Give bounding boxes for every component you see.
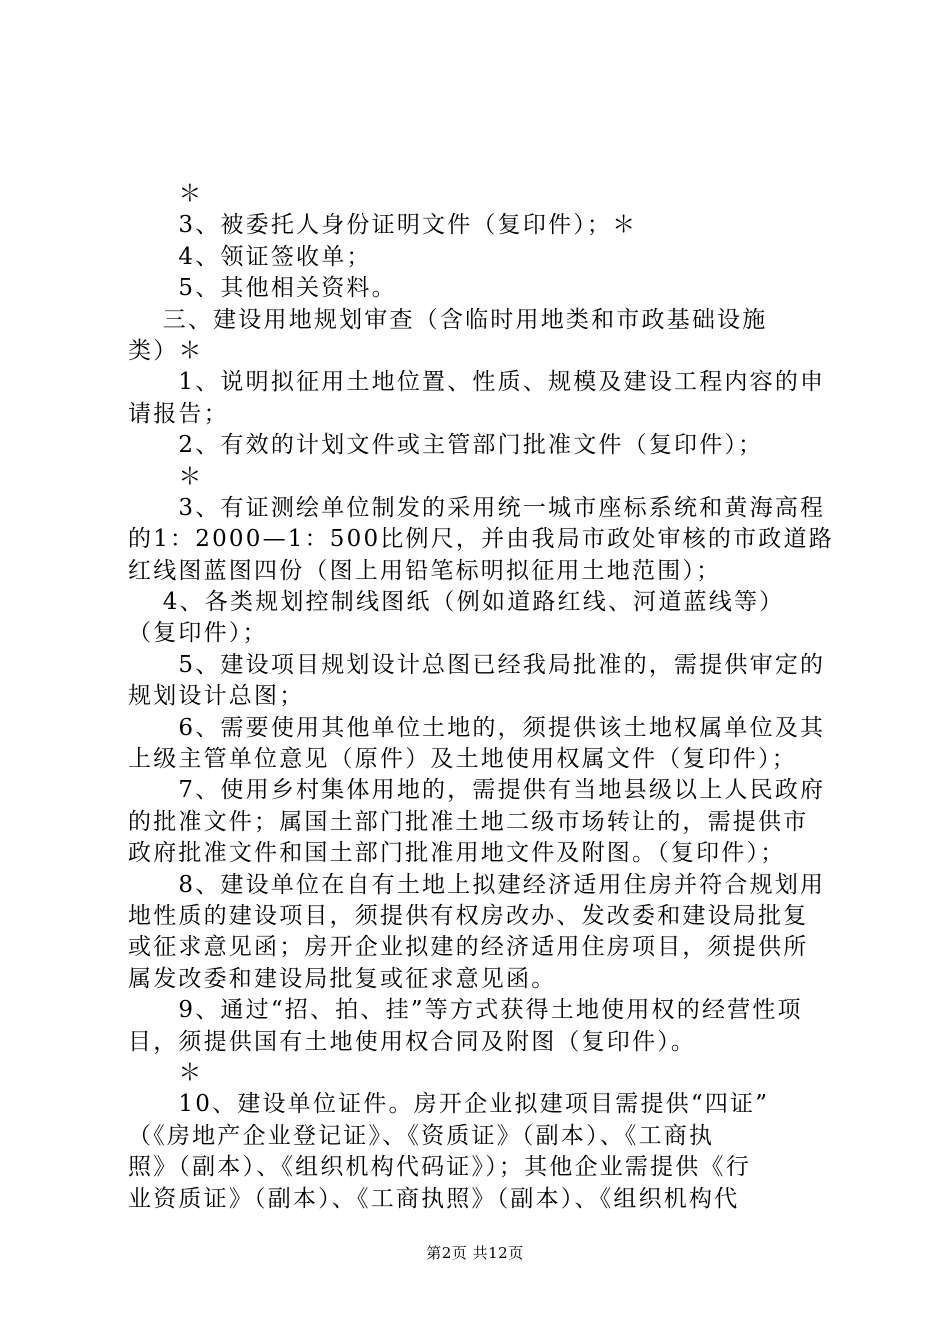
text-line: 7、使用乡村集体用地的，需提供有当地县级以上人民政府 bbox=[128, 777, 826, 804]
text-line: 照》（副本）、《组织机构代码证》）；其他企业需提供《行 bbox=[128, 1154, 751, 1181]
text-line: ＊ bbox=[128, 181, 204, 207]
text-line: 目，须提供国有土地使用权合同及附图（复印件）。 bbox=[128, 1028, 697, 1055]
text-line: 红线图蓝图四份（图上用铅笔标明拟征用土地范围）； bbox=[128, 557, 722, 584]
text-line: 业资质证》（副本）、《工商执照》（副本）、《组织机构代 bbox=[128, 1185, 740, 1212]
text-line: 8、建设单位在自有土地上拟建经济适用住房并符合规划用 bbox=[128, 871, 826, 898]
text-line: 4、领证签收单； bbox=[128, 243, 372, 270]
text-line: 3、被委托人身份证明文件（复印件）；＊ bbox=[128, 212, 638, 239]
text-line: 5、其他相关资料。 bbox=[128, 275, 397, 302]
text-line: 的批准文件；属国土部门批准土地二级市场转让的，需提供市 bbox=[128, 808, 809, 835]
text-line: 4、各类规划控制线图纸（例如道路红线、河道蓝线等） bbox=[128, 589, 785, 616]
text-line: 5、建设项目规划设计总图已经我局批准的，需提供审定的 bbox=[128, 651, 826, 678]
text-line: 9、通过“招、拍、挂”等方式获得土地使用权的经营性项 bbox=[128, 997, 803, 1024]
text-line: 属发改委和建设局批复或征求意见函。 bbox=[128, 965, 557, 992]
text-line: 政府批准文件和国土部门批准用地文件及附图。（复印件）； bbox=[128, 840, 786, 867]
text-line: （《房地产企业登记证》、《资质证》（副本）、《工商执 bbox=[128, 1122, 715, 1149]
text-line: 或征求意见函；房开企业拟建的经济适用住房项目，须提供所 bbox=[128, 934, 809, 961]
text-line: 6、需要使用其他单位土地的，须提供该土地权属单位及其 bbox=[128, 714, 826, 741]
text-line: 1、说明拟征用土地位置、性质、规模及建设工程内容的申 bbox=[128, 369, 826, 396]
text-line: ＊ bbox=[128, 463, 204, 490]
document-body bbox=[128, 179, 834, 1215]
text-line: 10、建设单位证件。房开企业拟建项目需提供“四证” bbox=[128, 1091, 770, 1118]
text-line: 请报告； bbox=[128, 400, 229, 427]
text-line: 3、有证测绘单位制发的采用统一城市座标系统和黄海高程 bbox=[128, 494, 826, 521]
text-line: （复印件）； bbox=[128, 620, 268, 647]
text-line: 地性质的建设项目，须提供有权房改办、发改委和建设局批复 bbox=[128, 902, 809, 929]
text-line: 三、建设用地规划审查（含临时用地类和市政基础设施 bbox=[128, 306, 768, 333]
text-line: ＊ bbox=[128, 1059, 204, 1086]
page-footer: 第2页 共12页 bbox=[426, 1244, 524, 1262]
text-line: 2、有效的计划文件或主管部门批准文件（复印件）； bbox=[128, 432, 764, 459]
text-line: 上级主管单位意见（原件）及土地使用权属文件（复印件）； bbox=[128, 746, 797, 773]
text-line: 规划设计总图； bbox=[128, 683, 305, 710]
text-line: 的1：2000—1：500比例尺，并由我局市政处审核的市政道路 bbox=[128, 526, 834, 553]
text-line: 类）＊ bbox=[128, 337, 204, 364]
